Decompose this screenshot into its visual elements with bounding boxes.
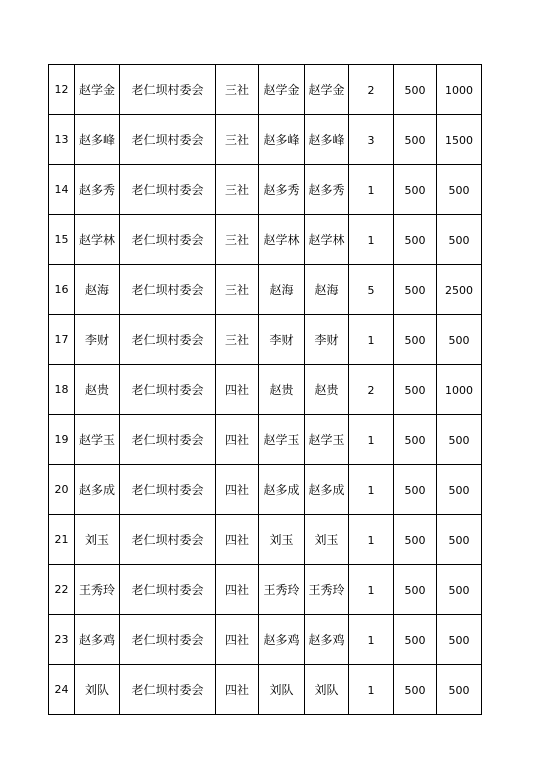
- payee-cell: 刘队: [259, 665, 305, 715]
- name-cell: 赵学林: [75, 215, 120, 265]
- row-index-cell: 24: [49, 665, 75, 715]
- total-amount-cell: 1500: [437, 115, 482, 165]
- row-index-cell: 19: [49, 415, 75, 465]
- payee-cell: 赵贵: [259, 365, 305, 415]
- table-row: [49, 565, 482, 615]
- count-cell: 2: [349, 65, 394, 115]
- row-index-cell: 18: [49, 365, 75, 415]
- village-committee-cell: 老仁坝村委会: [120, 565, 216, 615]
- payee-cell: 王秀玲: [259, 565, 305, 615]
- village-committee-cell: 老仁坝村委会: [120, 515, 216, 565]
- row-index-cell: 20: [49, 465, 75, 515]
- village-committee-cell: 老仁坝村委会: [120, 215, 216, 265]
- name-cell: 赵贵: [75, 365, 120, 415]
- payee-cell: 赵海: [259, 265, 305, 315]
- group-cell: 四社: [216, 515, 259, 565]
- row-index-cell: 15: [49, 215, 75, 265]
- row-index-cell: 21: [49, 515, 75, 565]
- payee-cell: 赵学林: [259, 215, 305, 265]
- unit-amount-cell: 500: [394, 315, 437, 365]
- unit-amount-cell: 500: [394, 665, 437, 715]
- unit-amount-cell: 500: [394, 215, 437, 265]
- group-cell: 四社: [216, 565, 259, 615]
- table-row: [49, 615, 482, 665]
- group-cell: 三社: [216, 315, 259, 365]
- count-cell: 1: [349, 465, 394, 515]
- unit-amount-cell: 500: [394, 365, 437, 415]
- row-index-cell: 14: [49, 165, 75, 215]
- row-index-cell: 12: [49, 65, 75, 115]
- table-row: [49, 265, 482, 315]
- total-amount-cell: 500: [437, 165, 482, 215]
- group-cell: 四社: [216, 615, 259, 665]
- table-row: [49, 415, 482, 465]
- row-index-cell: 23: [49, 615, 75, 665]
- village-committee-cell: 老仁坝村委会: [120, 615, 216, 665]
- group-cell: 四社: [216, 365, 259, 415]
- payee-cell: 赵学金: [259, 65, 305, 115]
- total-amount-cell: 1000: [437, 365, 482, 415]
- table-row: [49, 315, 482, 365]
- unit-amount-cell: 500: [394, 615, 437, 665]
- signer-cell: 赵海: [305, 265, 349, 315]
- group-cell: 三社: [216, 65, 259, 115]
- row-index-cell: 16: [49, 265, 75, 315]
- payee-cell: 赵多鸡: [259, 615, 305, 665]
- total-amount-cell: 500: [437, 465, 482, 515]
- payee-cell: 赵多成: [259, 465, 305, 515]
- signer-cell: 赵学金: [305, 65, 349, 115]
- name-cell: 赵学金: [75, 65, 120, 115]
- payee-cell: 刘玉: [259, 515, 305, 565]
- unit-amount-cell: 500: [394, 115, 437, 165]
- unit-amount-cell: 500: [394, 165, 437, 215]
- table-row: [49, 515, 482, 565]
- group-cell: 三社: [216, 165, 259, 215]
- unit-amount-cell: 500: [394, 515, 437, 565]
- total-amount-cell: 500: [437, 515, 482, 565]
- count-cell: 3: [349, 115, 394, 165]
- count-cell: 1: [349, 515, 394, 565]
- payee-cell: 李财: [259, 315, 305, 365]
- village-committee-cell: 老仁坝村委会: [120, 65, 216, 115]
- count-cell: 5: [349, 265, 394, 315]
- signer-cell: 刘队: [305, 665, 349, 715]
- count-cell: 1: [349, 215, 394, 265]
- group-cell: 四社: [216, 665, 259, 715]
- signer-cell: 赵多峰: [305, 115, 349, 165]
- row-index-cell: 17: [49, 315, 75, 365]
- name-cell: 王秀玲: [75, 565, 120, 615]
- table-row: [49, 65, 482, 115]
- signer-cell: 赵学玉: [305, 415, 349, 465]
- table-row: [49, 165, 482, 215]
- unit-amount-cell: 500: [394, 415, 437, 465]
- table-row: [49, 465, 482, 515]
- name-cell: 赵学玉: [75, 415, 120, 465]
- group-cell: 三社: [216, 115, 259, 165]
- village-committee-cell: 老仁坝村委会: [120, 165, 216, 215]
- signer-cell: 赵贵: [305, 365, 349, 415]
- roster-table: [48, 64, 482, 715]
- signer-cell: 赵学林: [305, 215, 349, 265]
- unit-amount-cell: 500: [394, 265, 437, 315]
- village-committee-cell: 老仁坝村委会: [120, 315, 216, 365]
- table-row: [49, 665, 482, 715]
- signer-cell: 赵多秀: [305, 165, 349, 215]
- table-row: [49, 365, 482, 415]
- group-cell: 三社: [216, 215, 259, 265]
- group-cell: 三社: [216, 265, 259, 315]
- table-row: [49, 115, 482, 165]
- unit-amount-cell: 500: [394, 465, 437, 515]
- signer-cell: 赵多鸡: [305, 615, 349, 665]
- village-committee-cell: 老仁坝村委会: [120, 265, 216, 315]
- table-body: [49, 65, 482, 715]
- row-index-cell: 22: [49, 565, 75, 615]
- name-cell: 赵海: [75, 265, 120, 315]
- row-index-cell: 13: [49, 115, 75, 165]
- village-committee-cell: 老仁坝村委会: [120, 115, 216, 165]
- total-amount-cell: 500: [437, 615, 482, 665]
- name-cell: 李财: [75, 315, 120, 365]
- total-amount-cell: 500: [437, 215, 482, 265]
- group-cell: 四社: [216, 465, 259, 515]
- count-cell: 1: [349, 665, 394, 715]
- total-amount-cell: 500: [437, 315, 482, 365]
- village-committee-cell: 老仁坝村委会: [120, 665, 216, 715]
- name-cell: 赵多鸡: [75, 615, 120, 665]
- table-row: [49, 215, 482, 265]
- count-cell: 2: [349, 365, 394, 415]
- unit-amount-cell: 500: [394, 565, 437, 615]
- count-cell: 1: [349, 315, 394, 365]
- count-cell: 1: [349, 565, 394, 615]
- total-amount-cell: 2500: [437, 265, 482, 315]
- payee-cell: 赵多峰: [259, 115, 305, 165]
- village-committee-cell: 老仁坝村委会: [120, 465, 216, 515]
- total-amount-cell: 500: [437, 665, 482, 715]
- payee-cell: 赵多秀: [259, 165, 305, 215]
- name-cell: 赵多成: [75, 465, 120, 515]
- name-cell: 刘玉: [75, 515, 120, 565]
- signer-cell: 王秀玲: [305, 565, 349, 615]
- total-amount-cell: 500: [437, 415, 482, 465]
- unit-amount-cell: 500: [394, 65, 437, 115]
- count-cell: 1: [349, 165, 394, 215]
- count-cell: 1: [349, 415, 394, 465]
- signer-cell: 赵多成: [305, 465, 349, 515]
- payee-cell: 赵学玉: [259, 415, 305, 465]
- count-cell: 1: [349, 615, 394, 665]
- name-cell: 赵多峰: [75, 115, 120, 165]
- signer-cell: 刘玉: [305, 515, 349, 565]
- name-cell: 刘队: [75, 665, 120, 715]
- total-amount-cell: 1000: [437, 65, 482, 115]
- name-cell: 赵多秀: [75, 165, 120, 215]
- signer-cell: 李财: [305, 315, 349, 365]
- village-committee-cell: 老仁坝村委会: [120, 415, 216, 465]
- village-committee-cell: 老仁坝村委会: [120, 365, 216, 415]
- total-amount-cell: 500: [437, 565, 482, 615]
- group-cell: 四社: [216, 415, 259, 465]
